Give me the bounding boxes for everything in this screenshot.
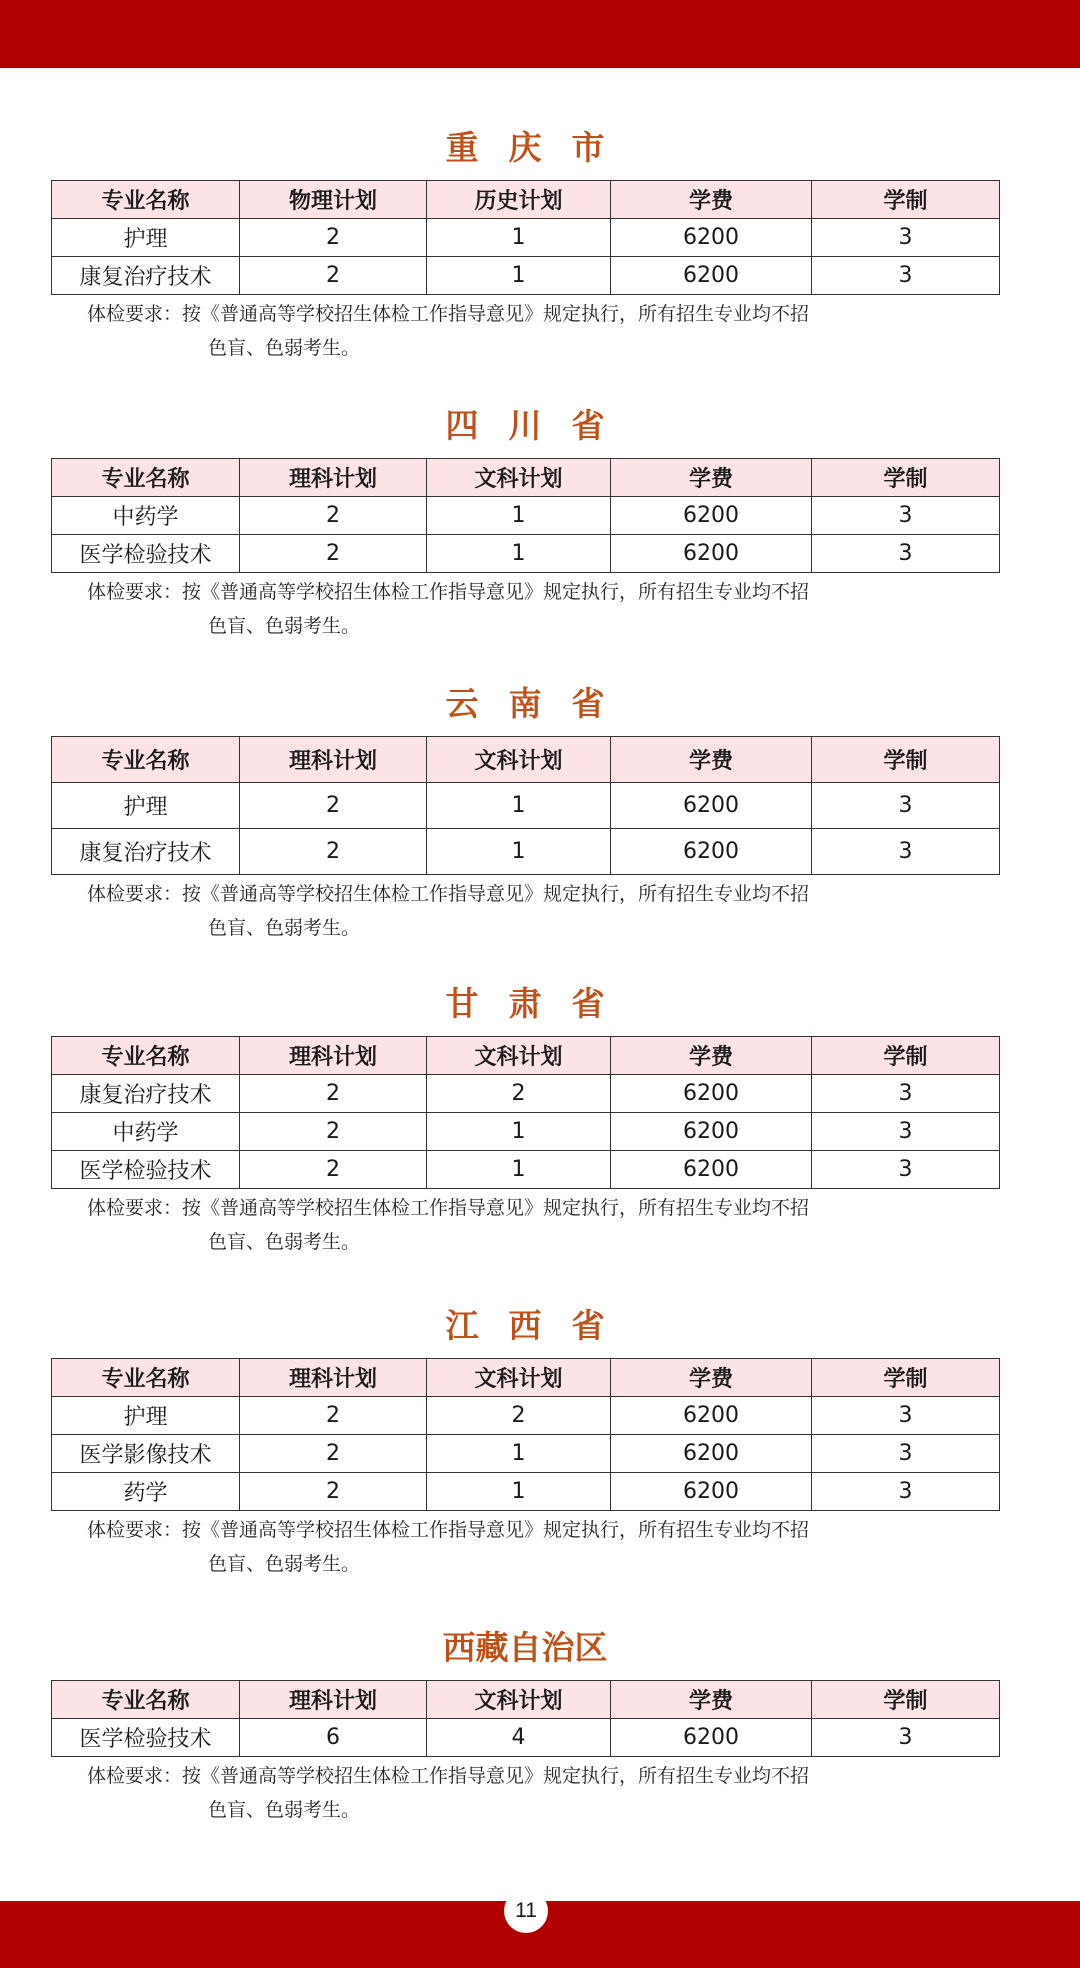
plan-a-cell: 2 [240, 219, 427, 257]
note-line: 体检要求：按《普通高等学校招生体检工作指导意见》规定执行，所有招生专业均不招 [87, 883, 810, 905]
table-row [52, 257, 1000, 295]
duration-cell: 3 [812, 1719, 1000, 1757]
note-line: 体检要求：按《普通高等学校招生体检工作指导意见》规定执行，所有招生专业均不招 [87, 1197, 810, 1219]
duration-cell: 3 [812, 1435, 1000, 1473]
plan-a-cell: 2 [240, 1435, 427, 1473]
note-line: 色盲、色弱考生。 [208, 917, 361, 939]
header-cell: 文科计划 [427, 1037, 611, 1075]
duration-cell: 3 [812, 783, 1000, 829]
header-cell: 学制 [812, 1681, 1000, 1719]
major-name-cell: 康复治疗技术 [52, 829, 240, 875]
table-row [52, 783, 1000, 829]
section-chongqing [51, 124, 999, 365]
plan-b-cell: 1 [427, 1435, 611, 1473]
table-row [52, 1473, 1000, 1511]
plan-b-cell: 1 [427, 1113, 611, 1151]
header-cell: 学制 [812, 181, 1000, 219]
header-cell: 文科计划 [427, 1359, 611, 1397]
header-cell: 专业名称 [52, 1681, 240, 1719]
tuition-cell: 6200 [611, 497, 812, 535]
section-jiangxi [51, 1302, 999, 1581]
table-row [52, 1435, 1000, 1473]
plan-a-cell: 2 [240, 1473, 427, 1511]
section-sichuan [51, 402, 999, 643]
plan-a-cell: 2 [240, 1113, 427, 1151]
note-line: 体检要求：按《普通高等学校招生体检工作指导意见》规定执行，所有招生专业均不招 [87, 581, 810, 603]
tuition-cell: 6200 [611, 257, 812, 295]
header-cell: 理科计划 [240, 737, 427, 783]
region-title: 西藏自治区 [442, 1628, 608, 1667]
major-name-cell: 护理 [52, 1397, 240, 1435]
plan-table [51, 1680, 1000, 1757]
tuition-cell: 6200 [611, 1113, 812, 1151]
table-row [52, 497, 1000, 535]
physical-exam-note [51, 297, 999, 365]
plan-a-cell: 2 [240, 1075, 427, 1113]
header-cell: 学费 [611, 737, 812, 783]
top-banner [0, 0, 1080, 68]
section-xizang [51, 1624, 999, 1827]
tuition-cell: 6200 [611, 1473, 812, 1511]
page-number: 11 [504, 1889, 548, 1933]
section-gansu [51, 980, 999, 1259]
header-cell: 专业名称 [52, 1359, 240, 1397]
table-header-row [52, 459, 1000, 497]
tuition-cell: 6200 [611, 535, 812, 573]
table-row [52, 1113, 1000, 1151]
plan-b-cell: 1 [427, 497, 611, 535]
physical-exam-note [51, 1513, 999, 1581]
tuition-cell: 6200 [611, 1397, 812, 1435]
table-row [52, 829, 1000, 875]
header-cell: 学制 [812, 737, 1000, 783]
plan-table [51, 1358, 1000, 1511]
tuition-cell: 6200 [611, 1075, 812, 1113]
header-cell: 历史计划 [427, 181, 611, 219]
note-line: 色盲、色弱考生。 [208, 1231, 361, 1253]
duration-cell: 3 [812, 1113, 1000, 1151]
plan-table [51, 180, 1000, 295]
physical-exam-note [51, 877, 999, 945]
region-title: 重庆市 [445, 128, 635, 167]
table-row [52, 1397, 1000, 1435]
header-cell: 专业名称 [52, 1037, 240, 1075]
tuition-cell: 6200 [611, 219, 812, 257]
note-line: 体检要求：按《普通高等学校招生体检工作指导意见》规定执行，所有招生专业均不招 [87, 1519, 810, 1541]
duration-cell: 3 [812, 257, 1000, 295]
table-header-row [52, 1359, 1000, 1397]
duration-cell: 3 [812, 829, 1000, 875]
plan-table [51, 736, 1000, 875]
header-cell: 理科计划 [240, 1681, 427, 1719]
tuition-cell: 6200 [611, 783, 812, 829]
header-cell: 理科计划 [240, 459, 427, 497]
header-cell: 物理计划 [240, 181, 427, 219]
major-name-cell: 医学影像技术 [52, 1435, 240, 1473]
tuition-cell: 6200 [611, 829, 812, 875]
major-name-cell: 中药学 [52, 1113, 240, 1151]
header-cell: 学费 [611, 1359, 812, 1397]
duration-cell: 3 [812, 1075, 1000, 1113]
table-header-row [52, 1037, 1000, 1075]
major-name-cell: 护理 [52, 219, 240, 257]
duration-cell: 3 [812, 219, 1000, 257]
duration-cell: 3 [812, 1473, 1000, 1511]
plan-a-cell: 2 [240, 257, 427, 295]
header-cell: 文科计划 [427, 1681, 611, 1719]
plan-table [51, 458, 1000, 573]
duration-cell: 3 [812, 1151, 1000, 1189]
plan-a-cell: 2 [240, 1151, 427, 1189]
plan-a-cell: 2 [240, 535, 427, 573]
header-cell: 学制 [812, 1359, 1000, 1397]
tuition-cell: 6200 [611, 1151, 812, 1189]
plan-table [51, 1036, 1000, 1189]
header-cell: 学制 [812, 1037, 1000, 1075]
section-yunnan [51, 680, 999, 945]
note-line: 体检要求：按《普通高等学校招生体检工作指导意见》规定执行，所有招生专业均不招 [87, 303, 810, 325]
plan-b-cell: 2 [427, 1075, 611, 1113]
major-name-cell: 康复治疗技术 [52, 1075, 240, 1113]
region-title: 甘肃省 [445, 984, 635, 1023]
tuition-cell: 6200 [611, 1435, 812, 1473]
header-cell: 学制 [812, 459, 1000, 497]
major-name-cell: 康复治疗技术 [52, 257, 240, 295]
table-header-row [52, 1681, 1000, 1719]
major-name-cell: 药学 [52, 1473, 240, 1511]
plan-b-cell: 1 [427, 1151, 611, 1189]
note-line: 色盲、色弱考生。 [208, 337, 361, 359]
physical-exam-note [51, 1191, 999, 1259]
header-cell: 专业名称 [52, 181, 240, 219]
plan-b-cell: 1 [427, 829, 611, 875]
note-line: 色盲、色弱考生。 [208, 1799, 361, 1821]
header-cell: 专业名称 [52, 737, 240, 783]
major-name-cell: 中药学 [52, 497, 240, 535]
physical-exam-note [51, 1759, 999, 1827]
plan-b-cell: 1 [427, 257, 611, 295]
region-title: 江西省 [445, 1306, 635, 1345]
table-row [52, 1075, 1000, 1113]
duration-cell: 3 [812, 1397, 1000, 1435]
header-cell: 学费 [611, 459, 812, 497]
table-header-row [52, 737, 1000, 783]
header-cell: 文科计划 [427, 459, 611, 497]
major-name-cell: 医学检验技术 [52, 1151, 240, 1189]
table-row [52, 535, 1000, 573]
header-cell: 文科计划 [427, 737, 611, 783]
header-cell: 理科计划 [240, 1037, 427, 1075]
plan-b-cell: 1 [427, 1473, 611, 1511]
note-line: 色盲、色弱考生。 [208, 615, 361, 637]
table-row [52, 1719, 1000, 1757]
tuition-cell: 6200 [611, 1719, 812, 1757]
plan-b-cell: 2 [427, 1397, 611, 1435]
header-cell: 学费 [611, 1037, 812, 1075]
header-cell: 学费 [611, 1681, 812, 1719]
physical-exam-note [51, 575, 999, 643]
plan-a-cell: 2 [240, 829, 427, 875]
plan-b-cell: 4 [427, 1719, 611, 1757]
note-line: 色盲、色弱考生。 [208, 1553, 361, 1575]
major-name-cell: 医学检验技术 [52, 535, 240, 573]
table-header-row [52, 181, 1000, 219]
header-cell: 理科计划 [240, 1359, 427, 1397]
plan-a-cell: 2 [240, 497, 427, 535]
duration-cell: 3 [812, 497, 1000, 535]
region-title: 四川省 [445, 406, 635, 445]
major-name-cell: 医学检验技术 [52, 1719, 240, 1757]
table-row [52, 219, 1000, 257]
plan-b-cell: 1 [427, 783, 611, 829]
plan-b-cell: 1 [427, 219, 611, 257]
header-cell: 专业名称 [52, 459, 240, 497]
note-line: 体检要求：按《普通高等学校招生体检工作指导意见》规定执行，所有招生专业均不招 [87, 1765, 810, 1787]
plan-b-cell: 1 [427, 535, 611, 573]
duration-cell: 3 [812, 535, 1000, 573]
major-name-cell: 护理 [52, 783, 240, 829]
plan-a-cell: 6 [240, 1719, 427, 1757]
plan-a-cell: 2 [240, 783, 427, 829]
header-cell: 学费 [611, 181, 812, 219]
region-title: 云南省 [445, 684, 635, 723]
table-row [52, 1151, 1000, 1189]
plan-a-cell: 2 [240, 1397, 427, 1435]
